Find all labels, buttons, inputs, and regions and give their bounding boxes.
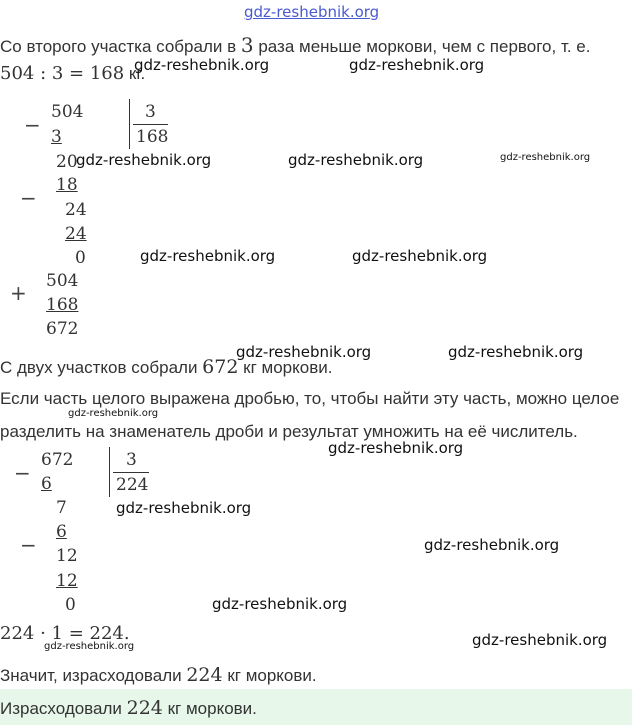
divisor: 3 <box>145 102 156 122</box>
subtrahend: 18 <box>56 175 78 195</box>
subtrahend: 24 <box>65 224 87 244</box>
expression: 504 : 3 = 168 <box>0 63 125 84</box>
watermark: gdz-reshebnik.org <box>349 56 485 74</box>
conclusion-line <box>0 664 317 686</box>
number: 224 <box>186 664 223 686</box>
answer-box <box>0 689 632 725</box>
watermark-top-link[interactable]: gdz-reshebnik.org <box>244 3 380 21</box>
division-expression <box>0 63 145 84</box>
watermark-small: gdz-reshebnik.org <box>44 641 135 652</box>
text-part: кг моркови. <box>238 358 333 377</box>
subtrahend: 6 <box>41 474 52 494</box>
watermark: gdz-reshebnik.org <box>448 343 584 361</box>
remainder: 7 <box>56 498 67 518</box>
number: 672 <box>202 356 239 378</box>
division-bar <box>109 447 110 497</box>
watermark-small: gdz-reshebnik.org <box>500 152 591 163</box>
watermark: gdz-reshebnik.org <box>140 247 276 265</box>
division-bar <box>129 99 130 149</box>
watermark: gdz-reshebnik.org <box>472 631 608 649</box>
remainder: 24 <box>65 200 87 220</box>
watermark: gdz-reshebnik.org <box>288 151 424 169</box>
sum: 672 <box>46 319 79 339</box>
dividend: 504 <box>51 102 84 122</box>
minus-sign: − <box>14 461 31 485</box>
dividend: 672 <box>41 450 74 470</box>
number: 224 <box>126 697 163 719</box>
plus-sign: + <box>10 281 27 305</box>
watermark: gdz-reshebnik.org <box>352 247 488 265</box>
watermark: gdz-reshebnik.org <box>236 343 372 361</box>
text-part: раза меньше моркови, чем с первого, т. е. <box>253 37 591 56</box>
minus-sign: − <box>24 113 41 137</box>
text-part: Израсходовали <box>0 699 127 718</box>
rule-line-2: разделить на знаменатель дроби и результат умножить на её числитель. <box>0 422 578 441</box>
quotient: 224 <box>116 475 149 495</box>
text-part: С двух участков собрали <box>0 358 203 377</box>
subtrahend: 6 <box>56 522 67 542</box>
minus-sign: − <box>20 186 37 210</box>
watermark: gdz-reshebnik.org <box>116 499 252 517</box>
remainder: 12 <box>56 546 78 566</box>
statement-line-1 <box>0 33 590 57</box>
addend: 504 <box>46 271 79 291</box>
text-part: кг моркови. <box>162 699 257 718</box>
text-part: кг моркови. <box>222 666 317 685</box>
minus-sign: − <box>20 533 37 557</box>
watermark: gdz-reshebnik.org <box>212 595 348 613</box>
addend: 168 <box>46 295 79 315</box>
subtrahend: 12 <box>56 571 78 591</box>
quotient-line <box>113 472 149 473</box>
rule-line-1: Если часть целого выражена дробью, то, чтобы найти эту часть, можно целое <box>0 389 620 408</box>
watermark-small: gdz-reshebnik.org <box>68 408 159 419</box>
multiplication-expression: 224 · 1 = 224. <box>0 623 130 644</box>
watermark: gdz-reshebnik.org <box>424 536 560 554</box>
number: 3 <box>240 33 254 57</box>
watermark: gdz-reshebnik.org <box>328 439 464 457</box>
answer-text <box>0 697 257 719</box>
watermark: gdz-reshebnik.org <box>76 151 212 169</box>
quotient: 168 <box>136 127 169 147</box>
remainder: 0 <box>75 248 86 268</box>
divisor: 3 <box>126 450 137 470</box>
remainder: 20 <box>56 152 78 172</box>
quotient-line <box>133 124 168 125</box>
subtrahend: 3 <box>51 127 62 147</box>
remainder: 0 <box>65 595 76 615</box>
text-part: Со второго участка собрали в <box>0 37 241 56</box>
text-part: Значит, израсходовали <box>0 666 187 685</box>
unit: кг. <box>124 64 146 83</box>
watermark: gdz-reshebnik.org <box>134 56 270 74</box>
